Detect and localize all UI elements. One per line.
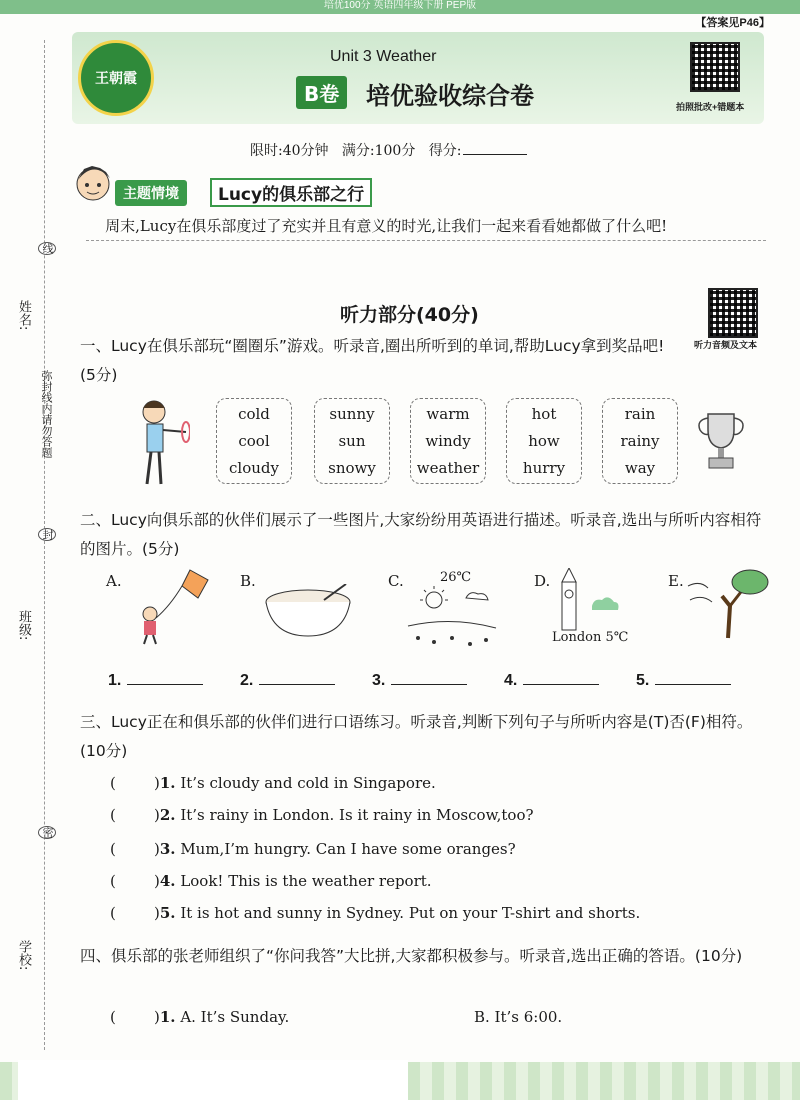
qr-code-icon[interactable] xyxy=(690,42,740,92)
kite-picture-icon xyxy=(132,566,212,646)
school-label: 学校: xyxy=(16,940,31,971)
item-num: 1. xyxy=(159,774,176,792)
q3-prompt: 三、Lucy正在和俱乐部的伙伴们进行口语练习。听录音,判断下列句子与所听内容是(T)否(F)相符。(10分) xyxy=(80,713,753,760)
item-text: It is hot and sunny in Sydney. Put on your T-shirt and shorts. xyxy=(180,904,641,922)
option-a[interactable]: A. It’s Sunday. xyxy=(180,1008,290,1026)
answer-blank[interactable] xyxy=(391,684,467,685)
soup-bowl-icon xyxy=(262,584,356,640)
pic-label-c: C. xyxy=(388,572,404,590)
item-num: 3. xyxy=(159,840,176,858)
pic-label-a: A. xyxy=(106,572,122,590)
seal-mark-secret: 密 xyxy=(38,826,56,839)
intro-text: 周末,Lucy在俱乐部度过了充实并且有意义的时光,让我们一起来看看她都做了什么吧! xyxy=(105,217,668,235)
word[interactable]: weather xyxy=(416,459,480,477)
tf-item: ( )3. Mum,I’m hungry. Can I have some oranges? xyxy=(110,840,516,858)
class-label: 班级: xyxy=(16,610,31,641)
answer-key-ref: 【答案见P46】 xyxy=(695,17,770,29)
answer-blank[interactable] xyxy=(127,684,203,685)
listening-section-title: 听力部分(40分) xyxy=(340,304,479,326)
page-title: 培优验收综合卷 xyxy=(366,82,534,110)
pic-label-d: D. xyxy=(534,572,551,590)
seal-note: 弥封线内请勿答题 xyxy=(40,370,53,458)
trophy-icon xyxy=(694,408,748,474)
word-card xyxy=(506,398,582,484)
volume-tag: B卷 xyxy=(296,76,347,109)
item-num: 5. xyxy=(159,904,176,922)
item-text: Mum,I’m hungry. Can I have some oranges? xyxy=(180,840,516,858)
word[interactable]: windy xyxy=(425,432,471,450)
publisher-logo xyxy=(78,40,154,116)
full-score: 满分:100分 xyxy=(341,143,416,159)
answer-num: 3. xyxy=(372,672,386,689)
windy-tree-icon xyxy=(686,566,770,640)
boy-avatar-icon xyxy=(70,160,116,210)
word-card xyxy=(216,398,292,484)
qr-caption: 拍照批改+错题本 xyxy=(676,102,745,112)
theme-intro xyxy=(86,212,766,241)
fold-line xyxy=(44,40,46,1050)
audio-qr-icon[interactable] xyxy=(708,288,758,338)
word[interactable]: hurry xyxy=(522,459,566,477)
answer-slot[interactable] xyxy=(504,672,599,690)
seal-mark-line: 线 xyxy=(38,242,56,255)
word[interactable]: how xyxy=(528,432,560,450)
sunny-park-icon xyxy=(404,586,500,660)
london-clocktower-icon xyxy=(556,568,626,632)
score-label: 得分: xyxy=(428,143,462,159)
item-num: 4. xyxy=(159,872,176,890)
word[interactable]: rainy xyxy=(620,432,660,450)
c-temperature: 26℃ xyxy=(440,570,472,585)
d-caption: London 5℃ xyxy=(552,630,629,645)
answer-num: 4. xyxy=(504,672,518,689)
answer-blank[interactable] xyxy=(655,684,731,685)
answer-blank[interactable] xyxy=(523,684,599,685)
answer-slot[interactable] xyxy=(108,672,203,690)
word[interactable]: way xyxy=(624,459,656,477)
unit-title: Unit 3 Weather xyxy=(330,48,437,65)
tf-item: ( )4. Look! This is the weather report. xyxy=(110,872,432,890)
answer-slot[interactable] xyxy=(372,672,467,690)
item-text: It’s rainy in London. Is it rainy in Moscow,too? xyxy=(180,806,534,824)
tf-item: ( )1. It’s cloudy and cold in Singapore. xyxy=(110,774,436,792)
word-card xyxy=(602,398,678,484)
theme-tag: 主题情境 xyxy=(115,180,187,206)
word[interactable]: cool xyxy=(238,432,270,450)
tf-item: ( )5. It is hot and sunny in Sydney. Put on your T-shirt and shorts. xyxy=(110,904,641,922)
q1-prompt: 一、Lucy在俱乐部玩“圈圈乐”游戏。听录音,圈出所听到的单词,帮助Lucy拿到奖品吧!(5分) xyxy=(80,337,665,384)
word-card xyxy=(314,398,390,484)
word[interactable]: rain xyxy=(624,405,656,423)
mc-item: ( )1. A. It’s Sunday. xyxy=(110,1008,290,1026)
option-b[interactable]: B. It’s 6:00. xyxy=(474,1008,563,1026)
word[interactable]: warm xyxy=(426,405,470,423)
word[interactable]: snowy xyxy=(328,459,376,477)
word[interactable]: cold xyxy=(238,405,270,423)
pic-label-e: E. xyxy=(668,572,684,590)
q4-prompt: 四、俱乐部的张老师组织了“你问我答”大比拼,大家都积极参与。听录音,选出正确的答语。(10分) xyxy=(80,947,743,965)
answer-slot[interactable] xyxy=(636,672,731,690)
word-card xyxy=(410,398,486,484)
score-blank[interactable] xyxy=(463,154,527,155)
word[interactable]: hot xyxy=(531,405,557,423)
exam-info xyxy=(250,140,527,160)
answer-num: 2. xyxy=(240,672,254,689)
seal-mark-seal: 封 xyxy=(38,528,56,541)
q2-prompt: 二、Lucy向俱乐部的伙伴们展示了一些图片,大家纷纷用英语进行描述。听录音,选出与所听内容相符的图片。(5分) xyxy=(80,511,762,558)
theme-title: Lucy的俱乐部之行 xyxy=(210,178,372,207)
name-label: 姓名: xyxy=(16,300,31,331)
pic-label-b: B. xyxy=(240,572,256,590)
item-num: 2. xyxy=(159,806,176,824)
logo-text: 王朝霞 xyxy=(95,71,137,87)
tf-item: ( )2. It’s rainy in London. Is it rainy in Moscow,too? xyxy=(110,806,534,824)
word[interactable]: sunny xyxy=(329,405,375,423)
top-strip: 培优100分 英语四年级下册 PEP版 xyxy=(0,0,800,14)
bottom-blank xyxy=(18,1060,408,1100)
item-num: 1. xyxy=(159,1008,176,1026)
audio-qr-caption: 听力音频及文本 xyxy=(694,340,758,350)
item-text: It’s cloudy and cold in Singapore. xyxy=(180,774,436,792)
word[interactable]: cloudy xyxy=(229,459,279,477)
time-limit: 限时:40分钟 xyxy=(250,143,329,159)
word[interactable]: sun xyxy=(338,432,366,450)
item-text: Look! This is the weather report. xyxy=(180,872,432,890)
girl-hoop-icon xyxy=(128,396,190,488)
answer-blank[interactable] xyxy=(259,684,335,685)
answer-num: 5. xyxy=(636,672,650,689)
answer-num: 1. xyxy=(108,672,122,689)
answer-slot[interactable] xyxy=(240,672,335,690)
